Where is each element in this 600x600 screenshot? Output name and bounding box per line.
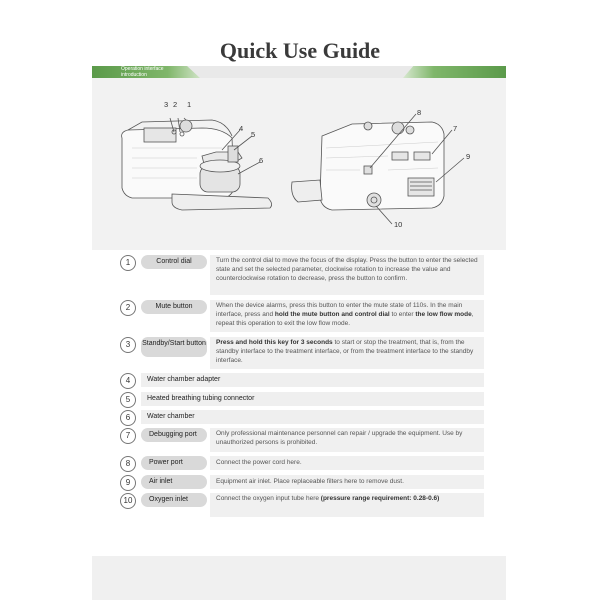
item-power-port [120, 456, 484, 470]
callout-1: 1 [187, 100, 192, 109]
section-tab-right [403, 66, 506, 78]
callout-10: 10 [394, 220, 403, 229]
item-description: When the device alarms, press this button to enter the mute state of 110s. In the main interface, press and hold the mute button and control dial to enter the low flow mode, repeat this operation to exit the low flow mode. [210, 300, 484, 332]
item-number: 2 [120, 300, 136, 316]
item-number: 7 [120, 428, 136, 444]
item-label: Standby/Start button [141, 337, 207, 357]
item-number: 10 [120, 493, 136, 509]
item-control-dial [120, 255, 484, 295]
callout-9: 9 [466, 152, 471, 161]
item-label: Water chamber adapter [141, 373, 484, 387]
item-number: 5 [120, 392, 136, 408]
callout-8: 8 [417, 108, 422, 117]
page-title: Quick Use Guide [219, 38, 381, 63]
item-label: Power port [141, 456, 207, 470]
device-illustration [92, 78, 506, 250]
callout-3: 3 [164, 100, 169, 109]
callout-2: 2 [173, 100, 178, 109]
item-heated-tubing-connector [120, 392, 484, 406]
callout-6: 6 [259, 156, 264, 165]
item-description: Connect the oxygen input tube here (pressure range requirement: 0.28-0.6) [210, 493, 484, 517]
item-number: 9 [120, 475, 136, 491]
item-label: Control dial [141, 255, 207, 269]
footer-band [92, 556, 506, 600]
device-front-view [122, 118, 272, 210]
item-number: 4 [120, 373, 136, 389]
item-description: Connect the power cord here. [210, 456, 484, 470]
item-label: Oxygen inlet [141, 493, 207, 507]
section-tag: Operation interface introduction [121, 66, 164, 78]
callout-7: 7 [453, 124, 458, 133]
item-mute-button [120, 300, 484, 332]
callout-5: 5 [251, 130, 256, 139]
item-number: 3 [120, 337, 136, 353]
item-number: 1 [120, 255, 136, 271]
item-description: Equipment air inlet. Place replaceable filters here to remove dust. [210, 475, 484, 489]
item-label: Heated breathing tubing connector [141, 392, 484, 406]
device-drawing [92, 78, 506, 250]
item-oxygen-inlet [120, 493, 484, 517]
item-description: Only professional maintenance personnel can repair / upgrade the equipment. Use by unauthorized persons is prohibited. [210, 428, 484, 452]
item-debugging-port [120, 428, 484, 452]
item-label: Water chamber [141, 410, 484, 424]
item-water-chamber [120, 410, 484, 424]
item-number: 6 [120, 410, 136, 426]
item-label: Mute button [141, 300, 207, 314]
item-water-chamber-adapter [120, 373, 484, 387]
item-air-inlet [120, 475, 484, 489]
item-description: Press and hold this key for 3 seconds to start or stop the treatment, that is, from the standby interface to the treatment interface, or from the treatment interface to the standby interface. [210, 337, 484, 369]
item-standby-start-button [120, 337, 484, 369]
item-description: Turn the control dial to move the focus of the display. Press the button to enter the selected state and set the selected parameter, clockwise rotation to increase the value and counterclockwise rotation to decrease, press the button to confirm. [210, 255, 484, 295]
item-label: Air inlet [141, 475, 207, 489]
callout-4: 4 [239, 124, 244, 133]
device-rear-view [292, 114, 464, 224]
item-label: Debugging port [141, 428, 207, 442]
item-number: 8 [120, 456, 136, 472]
